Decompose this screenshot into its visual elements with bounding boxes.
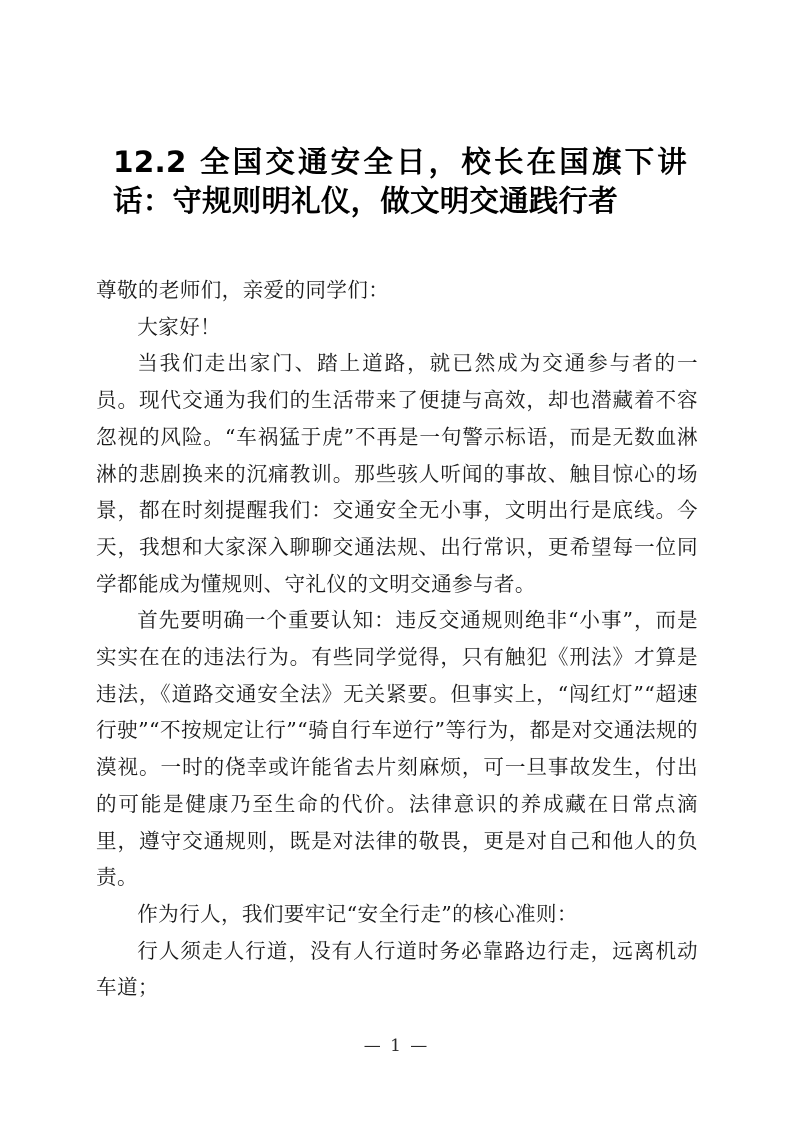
page-title: 12.2 全国交通安全日，校长在国旗下讲话：守规则明礼仪，做文明交通践行者 [113,145,687,218]
paragraph-opening: 当我们走出家门、踏上道路，就已然成为交通参与者的一员。现代交通为我们的生活带来了便捷与高效，却也潜藏着不容忽视的风险。“车祸猛于虎”不再是一句警示标语，而是无数血淋淋的悲剧换来的沉痛教训。那些骇人听闻的事故、触目惊心的场景，都在时刻提醒我们：交通安全无小事，文明出行是底线。今天，我想和大家深入聊聊交通法规、出行常识，更希望每一位同学都能成为懂规则、守礼仪的文明交通参与者。 [96,351,698,596]
paragraph-salutation: 尊敬的老师们，亲爱的同学们： [96,278,390,302]
paragraph-greeting: 大家好！ [137,314,221,339]
paragraph-pedestrian-heading: 作为行人，我们要牢记“安全行走”的核心准则： [137,901,578,926]
document-body [96,272,698,1006]
paragraph-pedestrian-rule-1: 行人须走人行道，没有人行道时务必靠路边行走，远离机动车道； [96,938,698,1000]
paragraph-law-awareness: 首先要明确一个重要认知：违反交通规则绝非“小事”，而是实实在在的违法行为。有些同学觉得，只有触犯《刑法》才算是违法，《道路交通安全法》无关紧要。但事实上，“闯红灯”“超速行驶”“不按规定让行”“骑自行车逆行”等行为，都是对交通法规的漠视。一时的侥幸或许能省去片刻麻烦，可一旦事故发生，付出的可能是健康乃至生命的代价。法律意识的养成藏在日常点滴里，遵守交通规则，既是对法律的敬畏，更是对自己和他人的负责。 [96,608,698,890]
page-number: — 1 — [363,1036,430,1056]
